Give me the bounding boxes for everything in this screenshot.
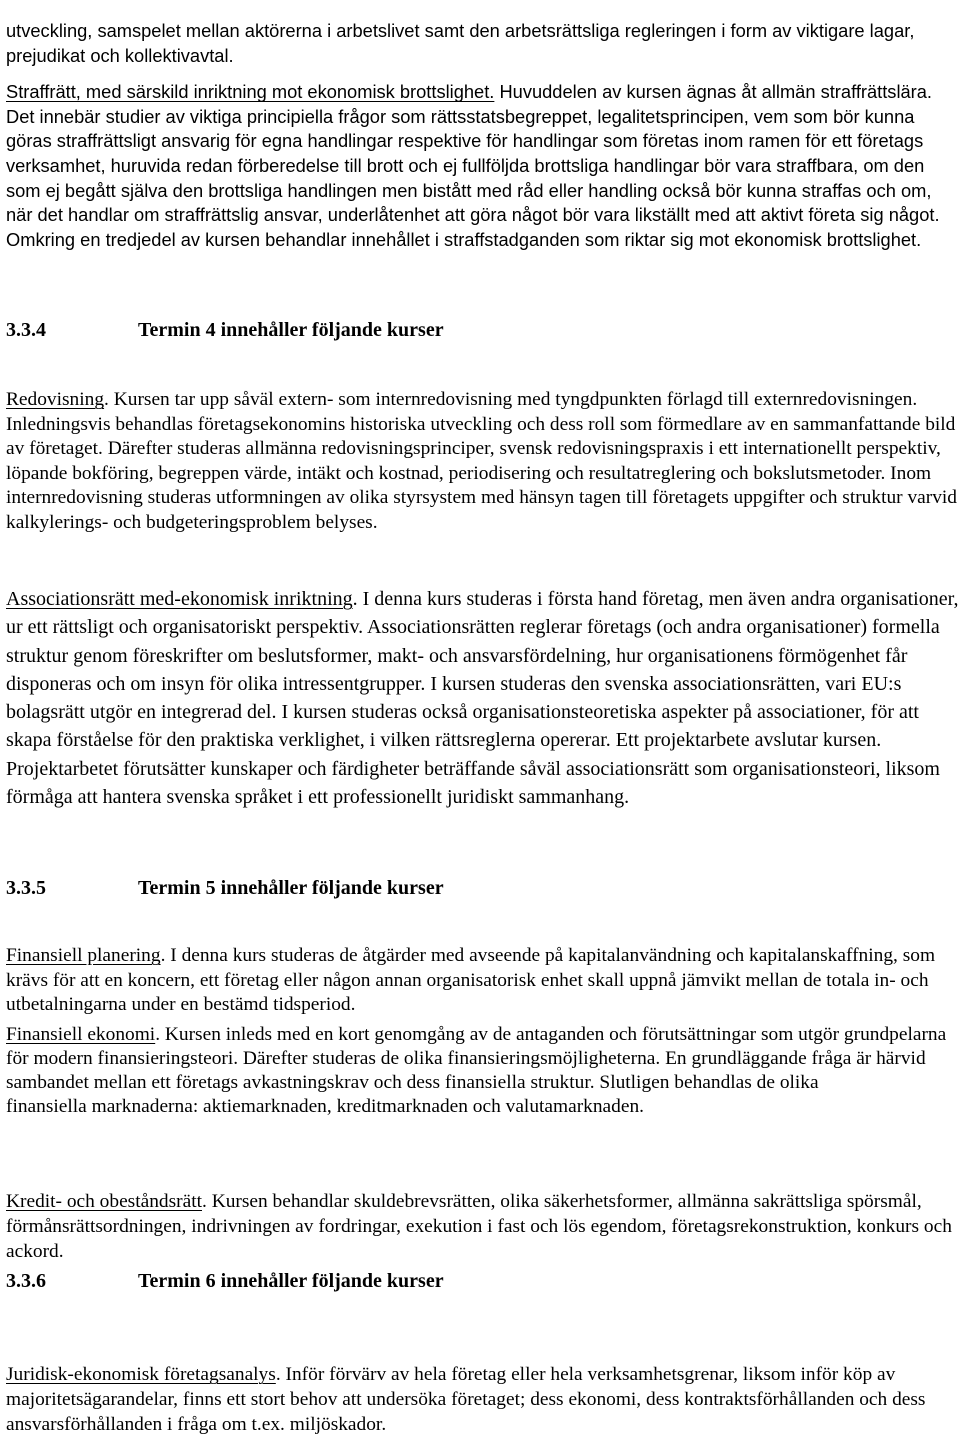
section-number: 3.3.6 bbox=[6, 1270, 46, 1292]
section-title: Termin 4 innehåller följande kurser bbox=[138, 319, 444, 341]
course-finansiell-ekonomi-para bbox=[6, 1023, 960, 1095]
course-title-redovisning: Redovisning bbox=[6, 389, 105, 411]
section-heading-336 bbox=[6, 1269, 444, 1293]
course-body-kredit: . Kursen behandlar skuldebrevsrätten, olika säkerhetsformer, allmänna sakrättsliga spörsmål, förmånsrättsordningen, indrivningen av fordringar, exekution i fast och lös egendom, företagsrekonstruktion, konkurs och ackord. bbox=[6, 1191, 952, 1263]
course-body-associationsratt: . I denna kurs studeras i första hand företag, men även andra organisationer, ur ett rättsligt och organisatoriskt perspektiv. Associationsrätten reglerar företags (och andra organisationer) formella struktur genom föreskrifter om beslutsformer, makt- och ansvarsfördelning, hur organisationens förmögenhet får disponeras och om insyn för olika intressentgrupper. I kursen studeras den svenska associationsrätten, vari EU:s bolagsrätt utgör en integrerad del. I kursen studeras också organisationsteoretiska aspekter på associationer, för att skapa förståelse för den praktiska verklighet, i vilken rättsreglerna opererar. Ett projektarbete avslutar kursen. Projektarbetet förutsätter kunskaper och färdigheter beträffande såväl associationsrätt som organisationsteori, liksom förmåga att hantera svenska språket i ett professionellt juridiskt sammanhang. bbox=[6, 588, 959, 809]
intro-paragraph bbox=[6, 19, 960, 68]
intro-text: utveckling, samspelet mellan aktörerna i arbetslivet samt den arbetsrättsliga regleringen i form av viktigare lagar, prejudikat och kollektivavtal. bbox=[6, 20, 915, 66]
course-body-finansiell-ekonomi-line2: finansiella marknaderna: aktiemarknaden, kreditmarknaden och valutamarknaden. bbox=[6, 1095, 644, 1117]
course-finansiell-planering bbox=[6, 944, 960, 1017]
course-body-finansiell-planering: . I denna kurs studeras de åtgärder med avseende på kapitalanvändning och kapitalanskaffning, som krävs för att en koncern, ett företag eller någon annan organisatorisk enhet skall uppnå jämvikt mellan de totala in- och utbetalningarna under en bestämd tidsperiod. bbox=[6, 945, 936, 1015]
course-title-straffratt: Straffrätt, med särskild inriktning mot ekonomisk brottslighet. bbox=[6, 81, 495, 103]
course-title-finansiell-ekonomi: Finansiell ekonomi bbox=[6, 1024, 156, 1045]
section-title: Termin 5 innehåller följande kurser bbox=[138, 877, 444, 899]
section-heading-335 bbox=[6, 876, 444, 900]
course-redovisning bbox=[6, 388, 960, 535]
course-title-finansiell-planering: Finansiell planering bbox=[6, 945, 161, 967]
section-heading-334 bbox=[6, 318, 444, 342]
course-body-redovisning: . Kursen tar upp såväl extern- som internredovisning med tyngdpunkten förlagd till externredovisningen. Inledningsvis behandlas företagsekonomins historiska utveckling och dess roll som förmedlare av en sammanfattande bild av företaget. Därefter studeras allmänna redovisningsprinciper, svensk redovisningspraxis i ett internationellt perspektiv, löpande bokföring, begreppen värde, intäkt och kostnad, periodisering och resultatreglering och bokslutsmetoder. Inom internredovisning studeras utformningen av olika styrsystem med hänsyn tagen till företagets uppgifter och struktur varvid kalkylerings- och budgeteringsproblem belyses. bbox=[6, 389, 958, 533]
section-number: 3.3.4 bbox=[6, 319, 46, 341]
course-kredit bbox=[6, 1189, 960, 1264]
section-number: 3.3.5 bbox=[6, 877, 46, 899]
course-body-juridisk: . Inför förvärv av hela företag eller hela verksamhetsgrenar, liksom inför köp av majoritetsägarandelar, finns ett stort behov att undersöka företaget; dess ekonomi, dess kontraktsförhållanden och dess ansvarsförhållanden i fråga om t.ex. miljöskador. bbox=[6, 1364, 926, 1435]
course-straffratt bbox=[6, 80, 960, 252]
section-title: Termin 6 innehåller följande kurser bbox=[138, 1270, 444, 1292]
course-body-finansiell-ekonomi: . Kursen inleds med en kort genomgång av de antaganden och förutsättningar som utgör grundpelarna för modern finansieringsteori. Därefter studeras de olika finansieringsmöjligheterna. En grundläggande fråga är härvid sambandet mellan ett företags avkastningskrav och dess finansiella struktur. Slutligen behandlas de olika bbox=[6, 1024, 947, 1093]
course-title-juridisk: Juridisk-ekonomisk företagsanalys bbox=[6, 1364, 276, 1386]
course-body-straffratt: Huvuddelen av kursen ägnas åt allmän straffrättslära. Det innebär studier av viktiga principiella frågor som rättsstatsbegreppet, legalitetsprincipen, vem som bör kunna göras straffrättsligt ansvarig för egna handlingar respektive för handlingar som företas inom ramen för ett företags verksamhet, huruvida redan förberedelse till brott och ej fullföljda brottsliga handlingar bör vara straffbara, om den som ej begått själva den brottsliga handlingen men bistått med råd eller handling också bör kunna straffas och om, när det handlar om straffrättslig ansvar, underlåtenhet att göra något bör vara likställt med att aktivt företa sig något. Omkring en tredjedel av kursen behandlar innehållet i straffstadganden som riktar sig mot ekonomisk brottslighet. bbox=[6, 81, 940, 250]
course-juridisk bbox=[6, 1363, 960, 1437]
course-title-associationsratt: Associationsrätt med-ekonomisk inriktning bbox=[6, 588, 353, 610]
course-title-kredit: Kredit- och obeståndsrätt bbox=[6, 1191, 202, 1213]
course-associationsratt bbox=[6, 585, 960, 811]
course-finansiell-ekonomi bbox=[6, 1023, 960, 1119]
